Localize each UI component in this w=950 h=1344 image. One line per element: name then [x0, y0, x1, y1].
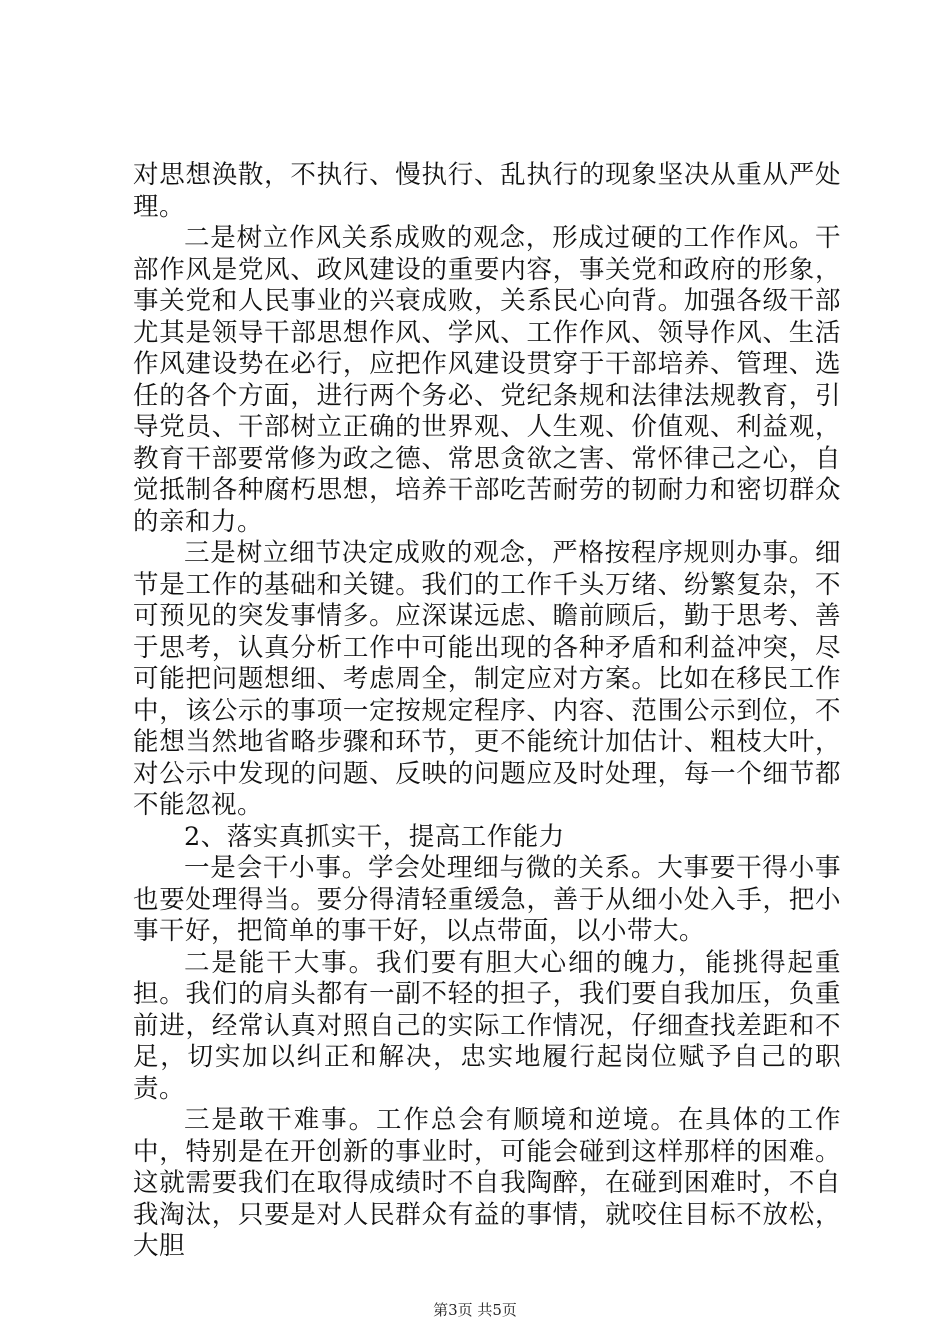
paragraph-work-style: 二是树立作风关系成败的观念，形成过硬的工作作风。干部作风是党风、政风建设的重要内容，事关党和政府的形象，事关党和人民事业的兴衰成败，关系民心向背。加强各级干部尤其是领导干部思想作风、学风、工作作风、领导作风、生活作风建设势在必行，应把作风建设贯穿于干部培养、管理、选任的各个方面，进行两个务必、党纪条规和法律法规教育，引导党员、干部树立正确的世界观、人生观、价值观、利益观，教育干部要常修为政之德、常思贪欲之害、常怀律己之心，自觉抵制各种腐朽思想，培养干部吃苦耐劳的韧耐力和密切群众的亲和力。	[133, 223, 841, 537]
document-body	[133, 160, 841, 1263]
paragraph-small-things: 一是会干小事。学会处理细与微的关系。大事要干得小事也要处理得当。要分得清轻重缓急，善于从细小处入手，把小事干好，把简单的事干好，以点带面，以小带大。	[133, 853, 841, 946]
section-heading: 2、落实真抓实干，提高工作能力	[184, 821, 565, 852]
paragraph-details: 三是树立细节决定成败的观念，严格按程序规则办事。细节是工作的基础和关键。我们的工作千头万绪、纷繁复杂，不可预见的突发事情多。应深谋远虑、瞻前顾后，勤于思考、善于思考，认真分析工作中可能出现的各种矛盾和利益冲突，尽可能把问题想细、考虑周全，制定应对方案。比如在移民工作中，该公示的事项一定按规定程序、内容、范围公示到位，不能想当然地省略步骤和环节，更不能统计加估计、粗枝大叶，对公示中发现的问题、反映的问题应及时处理，每一个细节都不能忽视。	[133, 538, 841, 820]
page-footer: 第3页 共5页	[433, 1301, 517, 1319]
paragraph-hard-things: 三是敢干难事。工作总会有顺境和逆境。在具体的工作中，特别是在开创新的事业时，可能会碰到这样那样的困难。这就需要我们在取得成绩时不自我陶醉，在碰到困难时，不自我淘汰，只要是对人民群众有益的事情，就咬住目标不放松，大胆	[133, 1105, 841, 1261]
paragraph-continuation: 对思想涣散，不执行、慢执行、乱执行的现象坚决从重从严处理。	[133, 160, 841, 222]
paragraph-big-things: 二是能干大事。我们要有胆大心细的魄力，能挑得起重担。我们的肩头都有一副不轻的担子，我们要自我加压，负重前进，经常认真对照自己的实际工作情况，仔细查找差距和不足，切实加以纠正和解决，忠实地履行起岗位赋予自己的职责。	[133, 947, 841, 1104]
